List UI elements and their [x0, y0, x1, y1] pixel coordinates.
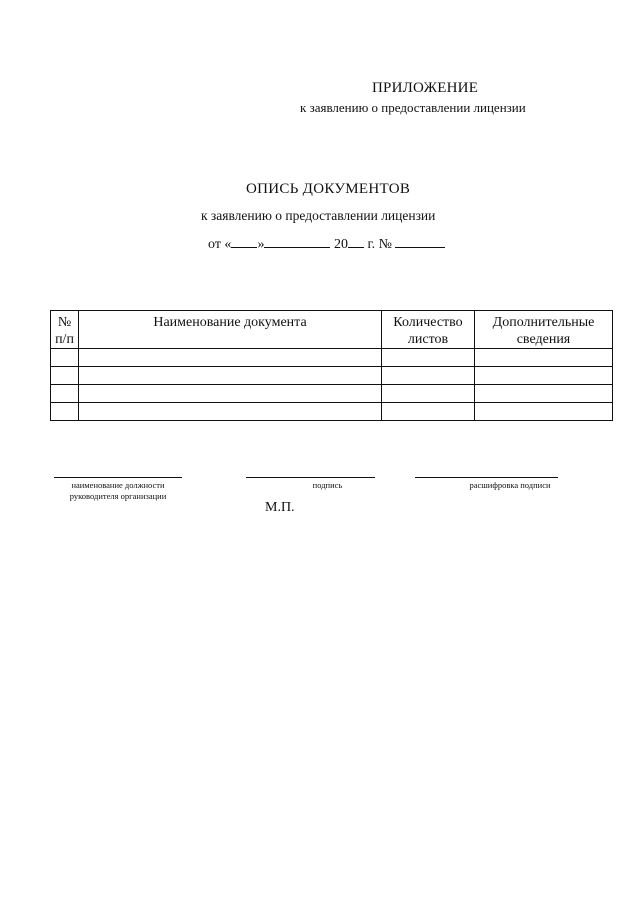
appendix-title: ПРИЛОЖЕНИЕ [372, 80, 479, 96]
position-caption [54, 480, 182, 502]
table-cell[interactable] [79, 367, 382, 385]
table-cell[interactable] [382, 367, 475, 385]
appendix-subtitle: к заявлению о предоставлении лицензии [300, 100, 526, 115]
position-caption-line2: руководителя организации [69, 491, 167, 501]
table-row [51, 367, 613, 385]
table-cell[interactable] [79, 403, 382, 421]
table-cell[interactable] [79, 385, 382, 403]
inventory-table [50, 310, 613, 421]
date-prefix: от « [208, 237, 232, 252]
year-suffix: г. № [363, 237, 396, 252]
column-header-additional-info [475, 311, 613, 349]
table-cell[interactable] [475, 385, 613, 403]
table-row [51, 349, 613, 367]
date-mid: » [257, 237, 265, 252]
column-header-document-name-line1: Наименование документа [153, 315, 307, 330]
column-header-additional-info-line2: сведения [516, 332, 571, 347]
column-header-number-line2: п/п [55, 332, 74, 347]
document-title: ОПИСЬ ДОКУМЕНТОВ [246, 181, 411, 197]
month-blank[interactable] [264, 234, 330, 248]
position-signature-line[interactable] [54, 477, 182, 478]
table-header-row [51, 311, 613, 349]
table-cell[interactable] [382, 385, 475, 403]
position-caption-line1: наименование должности [71, 480, 165, 490]
date-number-line [208, 234, 445, 253]
day-blank[interactable] [231, 234, 257, 248]
table-cell[interactable] [382, 403, 475, 421]
table-cell[interactable] [79, 349, 382, 367]
table-cell[interactable] [51, 367, 79, 385]
column-header-number-line1: № [57, 315, 72, 330]
column-header-document-name [79, 311, 382, 349]
decoding-signature-line[interactable] [415, 477, 558, 478]
signature-line[interactable] [246, 477, 375, 478]
column-header-sheet-count-line2: листов [407, 332, 449, 347]
number-blank[interactable] [395, 234, 445, 248]
signature-caption: подпись [312, 480, 343, 490]
decoding-caption: расшифровка подписи [469, 480, 551, 490]
year-prefix: 20 [330, 237, 348, 252]
column-header-sheet-count [382, 311, 475, 349]
table-cell[interactable] [51, 349, 79, 367]
table-row [51, 385, 613, 403]
column-header-additional-info-line1: Дополнительные [492, 315, 595, 330]
year-blank[interactable] [348, 234, 364, 248]
table-cell[interactable] [382, 349, 475, 367]
table-cell[interactable] [475, 367, 613, 385]
table-cell[interactable] [475, 349, 613, 367]
table-row [51, 403, 613, 421]
table-cell[interactable] [51, 403, 79, 421]
stamp-place: М.П. [265, 500, 295, 515]
table-cell[interactable] [51, 385, 79, 403]
table-cell[interactable] [475, 403, 613, 421]
column-header-sheet-count-line1: Количество [393, 315, 463, 330]
column-header-number [51, 311, 79, 349]
document-subtitle: к заявлению о предоставлении лицензии [201, 208, 436, 223]
